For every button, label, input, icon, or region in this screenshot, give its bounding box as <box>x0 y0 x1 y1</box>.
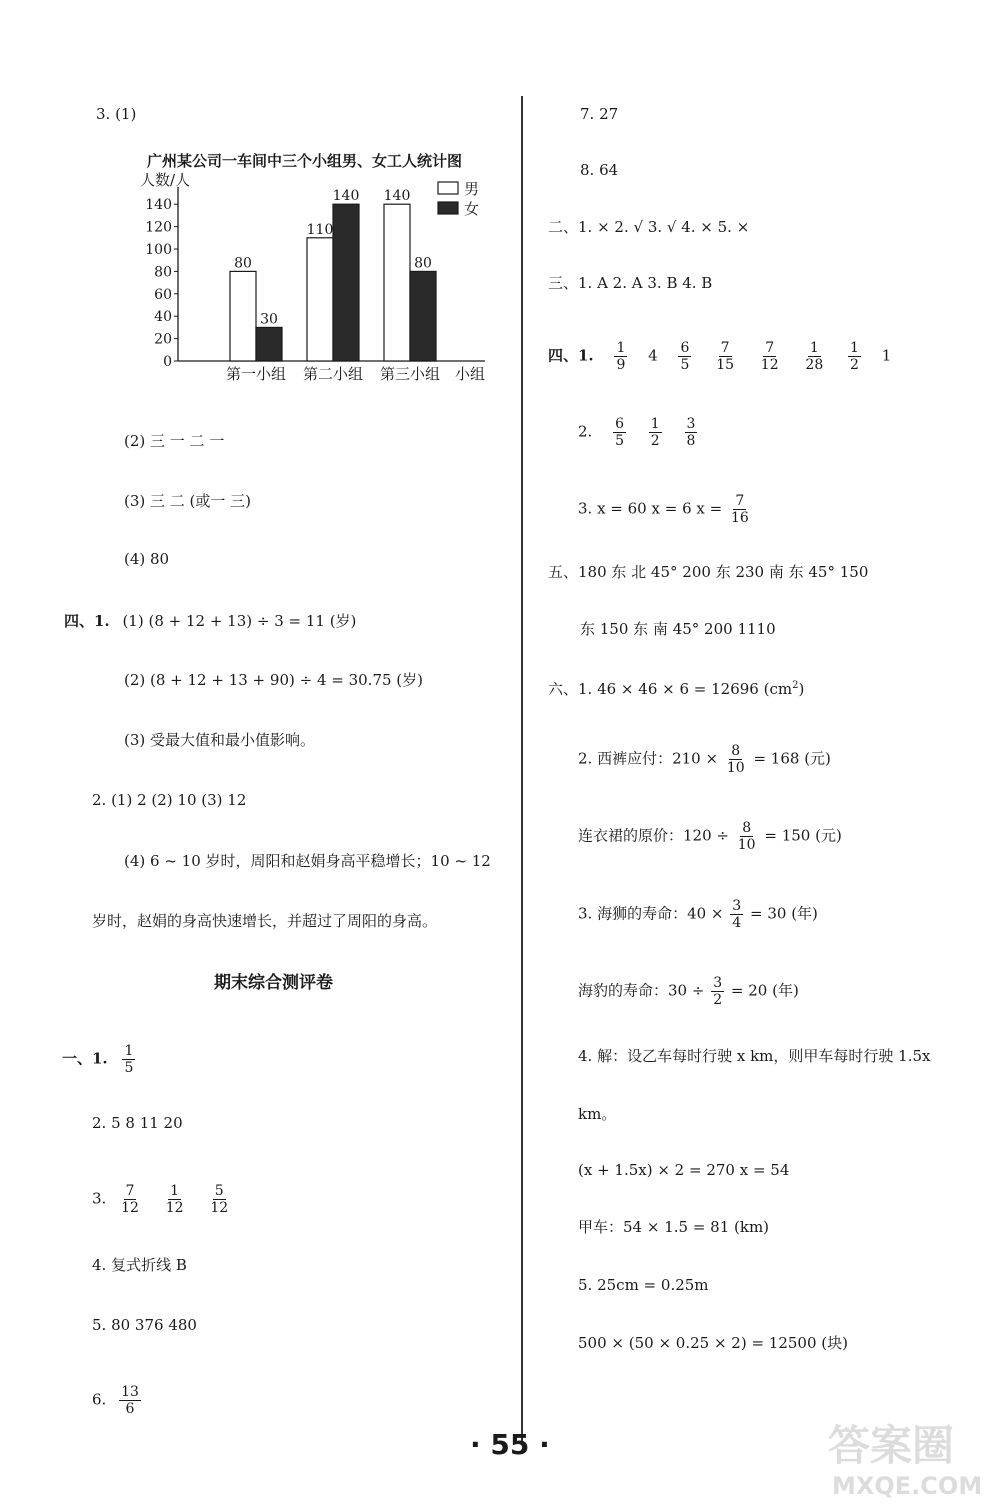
s4-1-1: (1) (8 + 12 + 13) ÷ 3 = 11 (岁) <box>122 612 357 630</box>
bar-female <box>256 327 282 361</box>
x-tick-label: 第一小组 <box>225 365 287 383</box>
s4-2-4a: (4) 6 ~ 10 岁时，周阳和赵娟身高平稳增长；10 ~ 12 <box>124 852 491 870</box>
legend-swatch <box>438 202 458 214</box>
e1-1 <box>62 1043 137 1076</box>
legend-label: 女 <box>464 200 480 218</box>
s4-2-1: 2. (1) 2 (2) 10 (3) 12 <box>92 791 247 809</box>
legend-label: 男 <box>464 180 480 198</box>
s4-1-3: (3) 受最大值和最小值影响。 <box>124 731 316 749</box>
section-6-2a: 2. 西裤应付：210 × $\frac{8}{10}$ = 168 (元) <box>578 743 831 776</box>
r8: 8. 64 <box>580 161 619 179</box>
section-5-line1: 五、180 东 北 45° 200 东 230 南 东 45° 150 <box>548 563 869 581</box>
fraction: $\frac{3}{4}$ <box>732 898 742 931</box>
section-6-5b: 500 × (50 × 0.25 × 2) = 12500 (块) <box>578 1334 848 1352</box>
fraction: $\frac{1}{9}$ <box>616 340 626 373</box>
q3-2: (2) 三 一 二 一 <box>124 432 225 450</box>
y-tick-label: 80 <box>154 264 172 281</box>
bar-male <box>230 271 256 361</box>
fraction: $\frac{7}{15}$ <box>716 340 735 373</box>
section-4-1-right: 四、1. $\frac{1}{9}$ 4 $\frac{6}{5}$ $\frac{7}{15}$ $\frac{7}{12}$ $\frac{1}{28}$ $\frac{1}{2}$ 1 <box>548 340 892 373</box>
x-tick-label: 第三小组 <box>379 365 441 383</box>
data-label: 80 <box>414 255 432 272</box>
chart-title: 广州某公司一车间中三个小组男、女工人统计图 <box>147 152 463 170</box>
y-tick-label: 120 <box>145 219 172 236</box>
r7: 7. 27 <box>580 105 619 123</box>
data-label: 110 <box>306 221 334 238</box>
fraction: $\frac{13}{6}$ <box>121 1384 139 1417</box>
section-6-3a: 3. 海狮的寿命：40 × $\frac{3}{4}$ = 30 (年) <box>578 898 818 931</box>
column-divider <box>521 96 523 1444</box>
e1-2: 2. 5 8 11 20 <box>92 1114 183 1132</box>
fraction: $\frac{7}{12}$ <box>121 1183 139 1216</box>
fraction: $\frac{7}{16}$ <box>730 493 749 526</box>
data-label: 140 <box>332 188 360 205</box>
q3-label: 3. (1) <box>96 105 137 123</box>
svg-text:答案圈: 答案圈 <box>828 1421 955 1470</box>
fraction: $\frac{8}{10}$ <box>737 820 756 853</box>
data-label: 140 <box>383 188 411 205</box>
y-tick-label: 60 <box>154 286 172 303</box>
section-6-2b: 连衣裙的原价：120 ÷ $\frac{8}{10}$ = 150 (元) <box>578 820 842 853</box>
s4-2-4b: 岁时，赵娟的身高快速增长，并超过了周阳的身高。 <box>92 912 438 930</box>
y-tick-label: 100 <box>145 242 172 258</box>
bar-female <box>410 271 436 361</box>
fraction: $\frac{1}{5}$ <box>124 1043 134 1076</box>
bar-male <box>384 204 410 361</box>
section-4-1 <box>64 611 356 631</box>
fraction: $\frac{6}{5}$ <box>615 416 625 449</box>
section-6-4c: (x + 1.5x) × 2 = 270 x = 54 <box>578 1161 790 1179</box>
y-tick-label: 40 <box>154 309 172 326</box>
bar-female <box>333 204 359 361</box>
s4-1-2: (2) (8 + 12 + 13 + 90) ÷ 4 = 30.75 (岁) <box>124 671 424 689</box>
y-tick-label: 20 <box>154 331 172 348</box>
e1-3: 3. $\frac{7}{12}$ $\frac{1}{12}$ $\frac{5}{12}$ <box>92 1183 229 1216</box>
section-6-3b: 海豹的寿命：30 ÷ $\frac{3}{2}$ = 20 (年) <box>578 975 799 1008</box>
fraction: $\frac{8}{10}$ <box>726 743 745 776</box>
section-6-5a: 5. 25cm = 0.25m <box>578 1276 709 1294</box>
y-axis-label: 人数/人 <box>140 171 191 189</box>
fraction: $\frac{1}{2}$ <box>650 416 660 449</box>
e1-label: 一、1. <box>62 1049 108 1068</box>
fraction: $\frac{3}{8}$ <box>686 416 696 449</box>
bar-male <box>307 238 333 361</box>
e1-5: 5. 80 376 480 <box>92 1316 197 1334</box>
section-4-label: 四、1. <box>64 612 110 630</box>
section-6-4b: km。 <box>578 1105 617 1123</box>
fraction: $\frac{6}{5}$ <box>680 340 690 373</box>
data-label: 30 <box>260 311 278 328</box>
fraction: $\frac{7}{12}$ <box>760 340 779 373</box>
x-tick-label: 第二小组 <box>302 365 364 383</box>
data-label: 80 <box>234 255 252 272</box>
section-6-4d: 甲车：54 × 1.5 = 81 (km) <box>578 1218 770 1236</box>
section-6-4a: 4. 解：设乙车每时行驶 x km，则甲车每时行驶 1.5x <box>578 1047 931 1065</box>
e1-6: 6. $\frac{13}{6}$ <box>92 1384 139 1417</box>
bar-chart <box>140 170 500 390</box>
page-number: · 55 · <box>470 1428 550 1461</box>
exam-title: 期末综合测评卷 <box>214 973 333 993</box>
fraction: $\frac{5}{12}$ <box>210 1183 229 1216</box>
svg-text:MXQE.COM: MXQE.COM <box>832 1472 983 1500</box>
q3-3: (3) 三 二 (或一 三) <box>124 492 252 510</box>
fraction: $\frac{1}{2}$ <box>850 340 859 373</box>
section-4-2-right: 2. $\frac{6}{5}$ $\frac{1}{2}$ $\frac{3}{8}$ <box>578 416 696 449</box>
section-6-1: 六、1. 46 × 46 × 6 = 12696 $(cm^2)$ <box>548 680 805 698</box>
y-tick-label: 140 <box>145 197 172 214</box>
fraction: $\frac{3}{2}$ <box>713 975 723 1008</box>
section-2: 二、1. × 2. √ 3. √ 4. × 5. × <box>548 218 750 236</box>
q3-4: (4) 80 <box>124 550 170 568</box>
section-5-line2: 东 150 东 南 45° 200 1110 <box>580 620 776 638</box>
fraction: $\frac{1}{12}$ <box>165 1183 184 1216</box>
section-3: 三、1. A 2. A 3. B 4. B <box>548 274 713 292</box>
y-tick-label: 0 <box>163 354 172 370</box>
section-4-3-right: 3. x = 60 x = 6 x = $\frac{7}{16}$ <box>578 493 749 526</box>
x-axis-label: 小组 <box>454 365 486 383</box>
e1-4: 4. 复式折线 B <box>92 1256 187 1274</box>
watermark-logo <box>818 1412 990 1502</box>
fraction: $\frac{1}{28}$ <box>805 340 824 373</box>
legend-swatch <box>438 182 458 194</box>
